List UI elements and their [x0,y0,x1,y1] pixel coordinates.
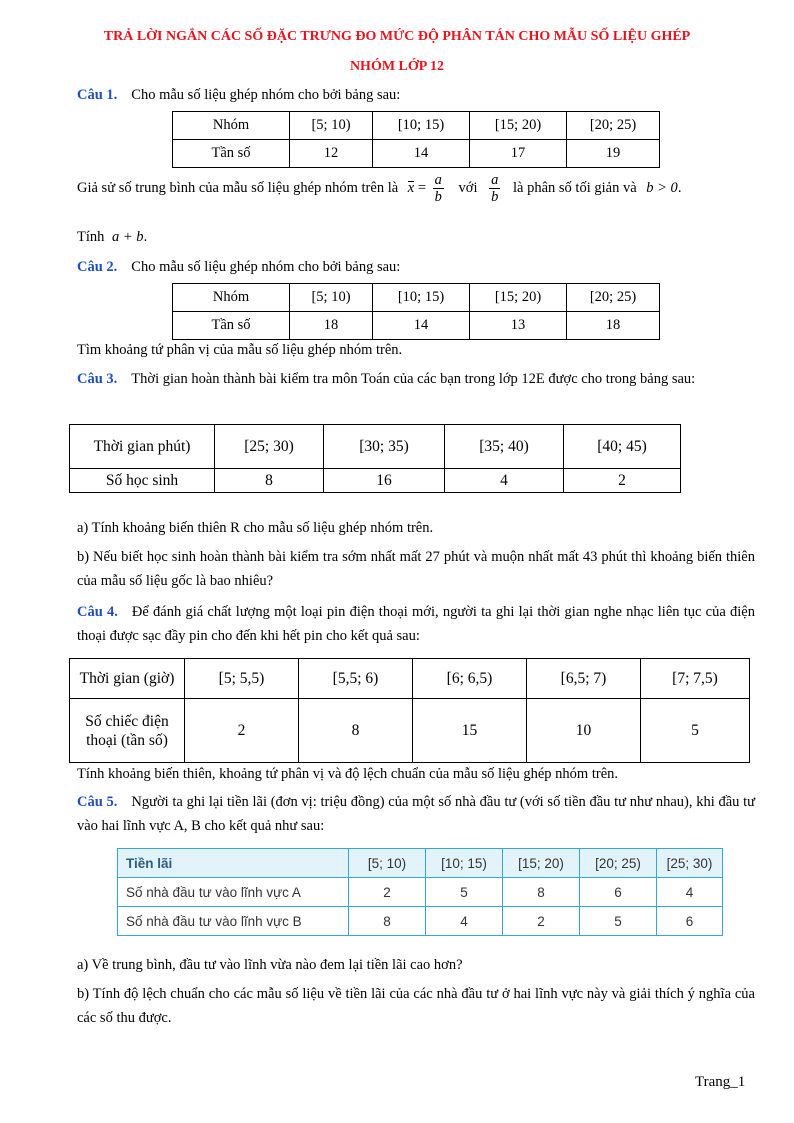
table-cell: Tần số [173,140,290,168]
table-row [173,140,660,168]
question-2-table [172,283,660,340]
question-2-ask: Tìm khoảng tứ phân vị của mẫu số liệu ghép nhóm trên. [77,342,403,358]
table-cell: [35; 40) [445,425,564,469]
table-cell: [30; 35) [324,425,445,469]
table-cell: [40; 45) [564,425,681,469]
denominator: b [491,189,499,205]
table-cell: [25; 30) [215,425,324,469]
question-1-text: Cho mẫu số liệu ghép nhóm cho bởi bảng sau: [131,87,401,103]
table-cell: 14 [373,312,470,340]
ask-text: Tính [77,229,105,245]
table-row [70,425,681,469]
question-3-part-a: a) Tính khoảng biến thiên R cho mẫu số liệu ghép nhóm trên. [77,520,434,536]
question-5-label: Câu 5. [77,794,118,810]
table-cell: [10; 15) [426,849,503,878]
table-cell: 16 [324,469,445,493]
table-cell: [6; 6,5) [413,659,527,699]
table-cell: Tiền lãi [118,849,349,878]
table-row [173,112,660,140]
table-row [70,469,681,493]
question-5-part-a: a) Về trung bình, đầu tư vào lĩnh vừa nào đem lại tiền lãi cao hơn? [77,957,463,973]
table-cell: Số học sinh [70,469,215,493]
question-5-part-b: b) Tính độ lệch chuẩn cho các mẫu số liệu về tiền lãi của các nhà đầu tư ở hai lĩnh vực này và giải thích ý nghĩa của các số thu được. [77,986,755,1026]
period: . [677,179,682,196]
table-cell: 6 [657,907,723,936]
table-cell: [5; 5,5) [185,659,299,699]
table-cell: 14 [373,140,470,168]
question-4-ask: Tính khoảng biến thiên, khoảng tứ phân vị và độ lệch chuẩn của mẫu số liệu ghép nhóm trên. [77,766,619,782]
question-5-table [117,848,723,936]
table-cell: Thời gian phút) [70,425,215,469]
question-4-label: Câu 4. [77,604,118,620]
table-cell: 8 [349,907,426,936]
table-cell: 4 [445,469,564,493]
table-cell: 5 [426,878,503,907]
denominator: b [434,189,442,205]
table-cell: 2 [564,469,681,493]
question-1-statement [77,172,681,205]
table-cell: 12 [290,140,373,168]
table-cell: 8 [299,699,413,763]
fraction-a-over-b [433,172,444,205]
title-line-2: NHÓM LỚP 12 [349,59,445,74]
question-2-label: Câu 2. [77,259,118,275]
question-4 [77,600,755,648]
table-row [70,699,750,763]
question-2-text: Cho mẫu số liệu ghép nhóm cho bởi bảng sau: [131,259,401,275]
question-1-table [172,111,660,168]
table-cell: 13 [470,312,567,340]
table-cell: Tần số [173,312,290,340]
table-cell: 15 [413,699,527,763]
table-cell: [25; 30) [657,849,723,878]
mean-symbol: x [407,179,415,196]
question-2 [77,259,400,276]
table-cell: 18 [290,312,373,340]
title-line-1: TRẢ LỜI NGẮN CÁC SỐ ĐẶC TRƯNG ĐO MỨC ĐỘ PHÂN TÁN CHO MẪU SỐ LIỆU GHÉP [103,29,691,44]
question-3-part-b: b) Nếu biết học sinh hoàn thành bài kiểm tra sớm nhất mất 27 phút và muộn nhất mất 43 phút thì khoảng biến thiên của mẫu số liệu gốc là bao nhiêu? [77,549,755,589]
table-cell: 5 [641,699,750,763]
question-3-text: Thời gian hoàn thành bài kiểm tra môn Toán của các bạn trong lớp 12E được cho trong bảng sau: [131,371,696,387]
question-3 [77,367,755,391]
table-cell: [5; 10) [290,112,373,140]
table-row [173,312,660,340]
table-cell: [20; 25) [567,284,660,312]
question-1 [77,87,400,104]
table-row [118,907,723,936]
table-cell: [20; 25) [567,112,660,140]
condition: b > 0 [646,179,678,196]
table-cell: 19 [567,140,660,168]
question-5 [77,790,755,838]
equals-sign: = [417,179,427,196]
table-cell: 10 [527,699,641,763]
table-cell: 5 [580,907,657,936]
table-cell: 2 [349,878,426,907]
table-cell: Số nhà đầu tư vào lĩnh vực B [118,907,349,936]
expression: a + b [112,229,144,245]
table-cell: [5; 10) [290,284,373,312]
table-cell: [15; 20) [470,112,567,140]
table-cell: [15; 20) [503,849,580,878]
question-1-ask [77,229,147,246]
question-3-table [69,424,681,493]
table-cell: 17 [470,140,567,168]
table-cell: 8 [215,469,324,493]
table-cell: Nhóm [173,112,290,140]
question-4-text: Để đánh giá chất lượng một loại pin điện thoại mới, người ta ghi lại thời gian nghe nhạc liên tục của điện thoại được sạc đầy pin cho đến khi hết pin cho kết quả sau: [77,604,755,644]
table-cell: [10; 15) [373,112,470,140]
table-row [70,659,750,699]
table-cell: 8 [503,878,580,907]
table-cell: 2 [185,699,299,763]
table-cell: Nhóm [173,284,290,312]
question-1-label: Câu 1. [77,87,118,103]
numerator: a [434,172,442,188]
table-row [118,849,723,878]
numerator: a [491,172,499,188]
table-cell: 4 [426,907,503,936]
question-4-table [69,658,750,763]
fraction-a-over-b-2 [489,172,500,205]
table-cell: Thời gian (giờ) [70,659,185,699]
table-cell: [5,5; 6) [299,659,413,699]
statement-text-2: là phân số tối giản và [513,179,637,196]
table-cell: Số nhà đầu tư vào lĩnh vực A [118,878,349,907]
table-cell: [15; 20) [470,284,567,312]
table-cell: [20; 25) [580,849,657,878]
table-cell: 18 [567,312,660,340]
table-cell: 2 [503,907,580,936]
table-row [118,878,723,907]
table-cell: [6,5; 7) [527,659,641,699]
page-number: Trang_1 [695,1074,746,1090]
table-cell: 4 [657,878,723,907]
question-5-text: Người ta ghi lại tiền lãi (đơn vị: triệu đồng) của một số nhà đầu tư (với số tiền đầu tư như nhau), khi đầu tư vào hai lĩnh vực A, B cho kết quả như sau: [77,794,755,834]
table-row [173,284,660,312]
table-cell: [5; 10) [349,849,426,878]
table-cell: Số chiếc điện thoại (tần số) [70,699,185,763]
question-3-label: Câu 3. [77,371,118,387]
table-cell: 6 [580,878,657,907]
table-cell: [7; 7,5) [641,659,750,699]
with-word: với [458,179,478,196]
table-cell: [10; 15) [373,284,470,312]
period: . [143,229,148,245]
statement-text: Giả sử số trung bình của mẫu số liệu ghép nhóm trên là [77,179,399,196]
